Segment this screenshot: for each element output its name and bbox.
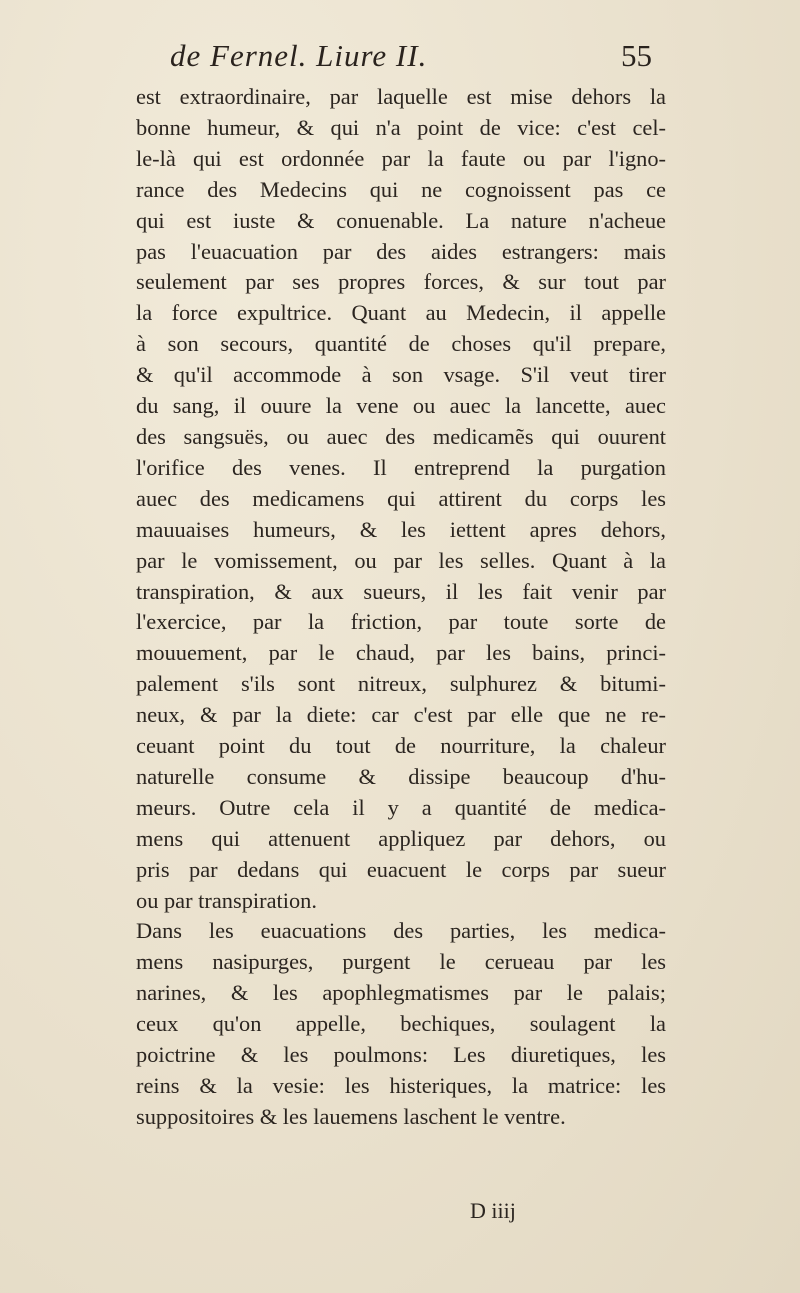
text-line: l'orifice des venes. Il entreprend la purgation [136,454,666,480]
text-line: le-là qui est ordonnée par la faute ou par l'igno- [136,145,666,171]
text-line: seulement par ses propres forces, & sur tout par [136,269,666,295]
text-line: neux, & par la diete: car c'est par elle que ne re- [136,702,666,728]
text-line: qui est iuste & conuenable. La nature n'acheue [136,207,666,233]
text-line: à son secours, quantité de choses qu'il prepare, [136,331,666,357]
body-text [136,82,666,1133]
page-header [170,28,652,78]
text-line: narines, & les apophlegmatismes par le palais; [136,980,666,1006]
text-line: poictrine & les poulmons: Les diuretiques, les [136,1042,666,1068]
text-line: transpiration, & aux sueurs, il les fait venir par [136,578,666,604]
text-line: par le vomissement, ou par les selles. Quant à la [136,547,666,573]
text-line: naturelle consume & dissipe beaucoup d'hu- [136,763,666,789]
text-line: l'exercice, par la friction, par toute sorte de [136,609,666,635]
text-line: des sangsuës, ou auec des medicamẽs qui ouurent [136,423,666,449]
text-line: mens nasipurges, purgent le cerueau par les [136,949,666,975]
text-line: reins & la vesie: les histeriques, la matrice: les [136,1073,666,1098]
text-line: ceux qu'on appelle, bechiques, soulagent la [136,1011,666,1037]
text-line: mouuement, par le chaud, par les bains, princi- [136,640,666,666]
text-line: ceuant point du tout de nourriture, la chaleur [136,733,666,759]
text-line: mens qui attenuent appliquez par dehors, ou [136,825,666,851]
text-line: pas l'euacuation par des aides estrangers: mais [136,238,666,264]
text-line: ou par transpiration. [136,887,317,913]
running-title: de Fernel. Liure II. [170,38,428,73]
text-line: rance des Medecins qui ne cognoissent pas ce [136,176,666,202]
text-line: pris par dedans qui euacuent le corps par sueur [136,856,666,882]
text-line: la force expultrice. Quant au Medecin, il appelle [136,300,666,326]
page-number: 55 [621,38,652,73]
text-line: suppositoires & les lauemens laschent le ventre. [136,1103,566,1129]
text-line: est extraordinaire, par laquelle est mise dehors la [136,84,666,109]
text-line: palement s'ils sont nitreux, sulphurez & bitumi- [136,671,666,697]
text-line: mauuaises humeurs, & les iettent apres dehors, [136,516,666,542]
text-line: bonne humeur, & qui n'a point de vice: c'est cel- [136,114,666,140]
text-line: meurs. Outre cela il y a quantité de medica- [136,794,666,820]
signature-mark: D iiij [470,1198,516,1223]
text-line: du sang, il ouure la vene ou auec la lancette, auec [136,393,666,419]
text-line: Dans les euacuations des parties, les medica- [136,918,666,944]
text-line: & qu'il accommode à son vsage. S'il veut tirer [136,362,666,388]
text-line: auec des medicamens qui attirent du corps les [136,485,666,511]
